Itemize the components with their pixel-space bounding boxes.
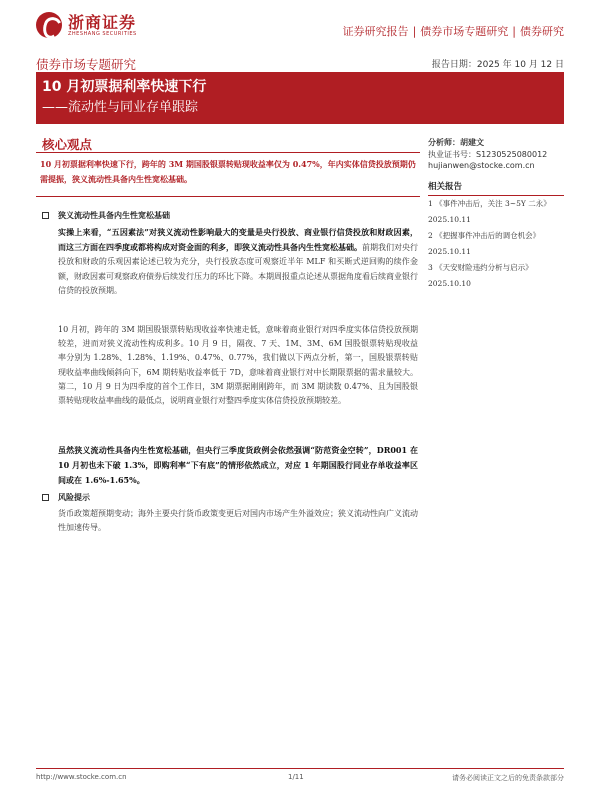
paragraph-text: 前期我们对央行投放和财政的乐观因素论述已较为充分，央行投放态度可观察近半年 MLF 和买断式逆回购的续作金额，财政因素可观察政府债券后续发行压力的环比下降。本期周报重点论述从票据角度看后续商业银行信贷的投放预期。 [58,243,418,295]
report-date: 报告日期：2025 年 10 月 12 日 [431,60,564,70]
section-label: 债券市场专题研究 [36,57,137,72]
body-paragraph [58,225,418,298]
core-view-summary: 10 月初票据利率快速下行，跨年的 3M 期国股银票转贴现收益率仅为 0.47%，年内实体信贷投放预期仍需提振，狭义流动性具备内生性宽松基础。 [40,159,416,184]
category-separator: | [412,25,417,38]
section-bullet-icon [42,494,49,501]
body-paragraph [58,507,418,535]
analyst-name: 分析师：胡建文 [428,138,484,147]
title-banner [36,72,564,124]
paragraph-bold-lead: 实操上来看，“五因素法”对狭义流动性影响最大的变量是央行投放、商业银行信贷投放和财政因素，而这三方面在四季度或都将构成对资金面的利多，即狭义流动性具备内生性宽松基础。 [58,227,418,253]
section-title: 狭义流动性具备内生性宽松基础 [58,210,170,220]
footer-disclaimer: 请务必阅读正文之后的免责条款部分 [452,774,564,782]
paragraph-text: 货币政策超预期变动；海外主要央行货币政策变更后对国内市场产生外溢效应；狭义流动性向广义流动性加速传导。 [58,509,418,533]
category-research-report: 证券研究报告 [342,25,409,38]
section-bullet-icon [42,212,49,219]
header-categories [343,23,564,39]
related-reports-heading: 相关报告 [428,180,564,196]
core-view-heading: 核心观点 [42,137,93,152]
page-number: 1/11 [288,773,304,781]
page-title: 10 月初票据利率快速下行 [42,79,207,95]
analyst-email[interactable]: hujianwen@stocke.com.cn [428,161,535,170]
logo-english-name: ZHESHANG SECURITIES [68,30,137,37]
paragraph-text: 10 月初，跨年的 3M 期国股银票转贴现收益率快速走低，意味着商业银行对四季度实体信贷投放预期较差，进而对狭义流动性构成利多。10 月 9 日，隔夜、7 天、1M、3M、6M 国股银票转贴现收益率分别为 1.28%、1.28%、1.19%、0.47%、0.77%，我们做以下两点分析，第一，国股银票转贴现收益率曲线倾斜向下，6M 期转贴收益率低于 7D，意味着商业银行对中长期限票据的需求量较大。第二，10 月 9 日为四季度的首个工作日，3M 期票据刚刚跨年，而 3M 期读数 0.47%、且为国股银票转贴现收益率曲线的最低点，说明商业银行对整四季度实体信贷投放预期较差。 [58,325,418,406]
body-paragraph [58,443,418,489]
divider [36,196,420,197]
analyst-license: 执业证书号：S1230525080012 [428,149,548,159]
page-subtitle: ——流动性与同业存单跟踪 [42,100,199,115]
logo-name: 浙商证券 [68,12,137,32]
footer-divider [36,768,564,769]
company-logo [36,12,137,38]
category-separator: | [512,25,516,38]
category-bond-special: 债券市场专题研究 [420,25,509,38]
analyst-info [428,137,578,172]
logo-icon [36,12,62,38]
related-report-item[interactable]: 2 《把握事件冲击后的调仓机会》 2025.10.11 [428,231,541,256]
related-reports-list [428,196,568,292]
related-report-item[interactable]: 3 《天安财险违约分析与启示》 2025.10.10 [428,263,533,288]
category-bond-research: 债券研究 [520,25,564,38]
body-paragraph [58,323,418,408]
section-title: 风险提示 [58,492,90,502]
related-report-item[interactable]: 1 《事件冲击后，关注 3~5Y 二永》 2025.10.11 [428,199,551,224]
paragraph-bold-lead: 虽然狭义流动性具备内生性宽松基础，但央行三季度货政例会依然强调“防范资金空转”，DR001 在 10 月初也未下破 1.3%，即购利率“下有底”的情形依然成立，对应 1 年期国股行同业存单收益率区间或在 1.6%-1.65%。 [58,445,418,486]
footer-website[interactable]: http://www.stocke.com.cn [36,773,127,781]
divider [36,152,420,153]
